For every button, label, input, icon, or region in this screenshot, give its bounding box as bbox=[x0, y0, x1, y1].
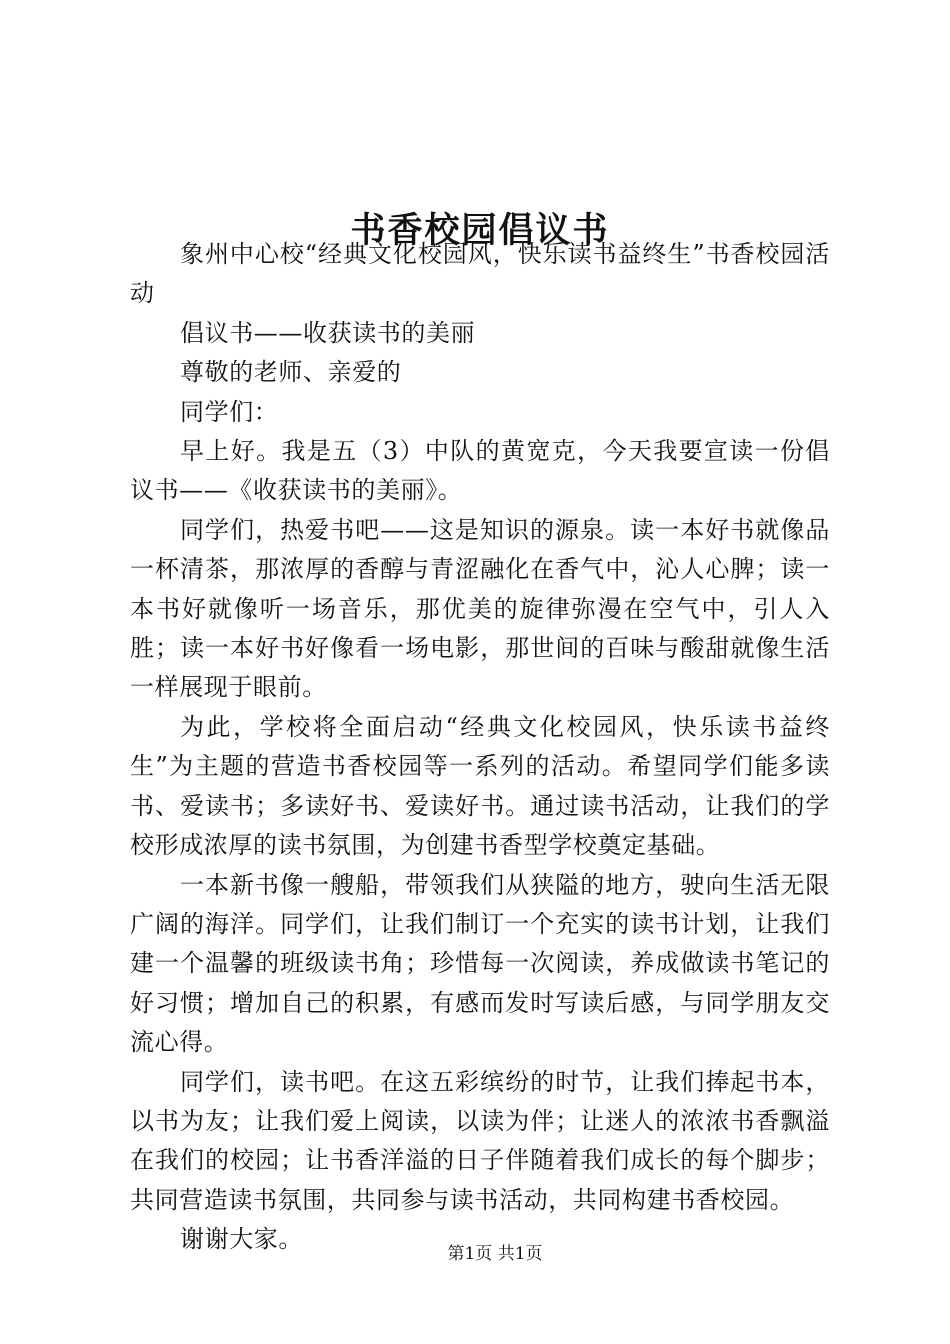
paragraph-6: 同学们，热爱书吧——这是知识的源泉。读一本好书就像品一杯清茶，那浓厚的香醇与青涩融化在香气中，沁人心脾；读一本书好就像听一场音乐，那优美的旋律弥漫在空气中，引人入胜；读一本好书好像看一场电影，那世间的百味与酸甜就像生活一样展现于眼前。 bbox=[130, 515, 830, 702]
document-body bbox=[130, 235, 830, 1260]
paragraph-3: 尊敬的老师、亲爱的 bbox=[180, 358, 402, 387]
document-title: 书香校园倡议书 bbox=[350, 210, 610, 252]
paragraph-10: 谢谢大家。 bbox=[180, 1225, 303, 1254]
paragraph-1: 象州中心校“经典文化校园风，快乐读书益终生”书香校园活动 bbox=[130, 240, 830, 308]
paragraph-5: 早上好。我是五（3）中队的黄宽克，今天我要宣读一份倡议书——《收获读书的美丽》。 bbox=[130, 437, 830, 505]
paragraph-8: 一本新书像一艘船，带领我们从狭隘的地方，驶向生活无限广阔的海洋。同学们，让我们制订一个充实的读书计划，让我们建一个温馨的班级读书角；珍惜每一次阅读，养成做读书笔记的好习惯；增加自己的积累，有感而发时写读后感，与同学朋友交流心得。 bbox=[130, 870, 830, 1057]
page-footer: 第1页 共1页 bbox=[447, 1244, 543, 1264]
paragraph-7: 为此，学校将全面启动“经典文化校园风，快乐读书益终生”为主题的营造书香校园等一系列的活动。希望同学们能多读书、爱读书；多读好书、爱读好书。通过读书活动，让我们的学校形成浓厚的读书氛围，为创建书香型学校奠定基础。 bbox=[130, 712, 830, 860]
paragraph-2: 倡议书——收获读书的美丽 bbox=[180, 318, 476, 347]
paragraph-9: 同学们，读书吧。在这五彩缤纷的时节，让我们捧起书本，以书为友；让我们爱上阅读，以读为伴；让迷人的浓浓书香飘溢在我们的校园；让书香洋溢的日子伴随着我们成长的每个脚步；共同营造读书氛围，共同参与读书活动，共同构建书香校园。 bbox=[130, 1067, 830, 1214]
paragraph-4: 同学们： bbox=[180, 397, 279, 426]
